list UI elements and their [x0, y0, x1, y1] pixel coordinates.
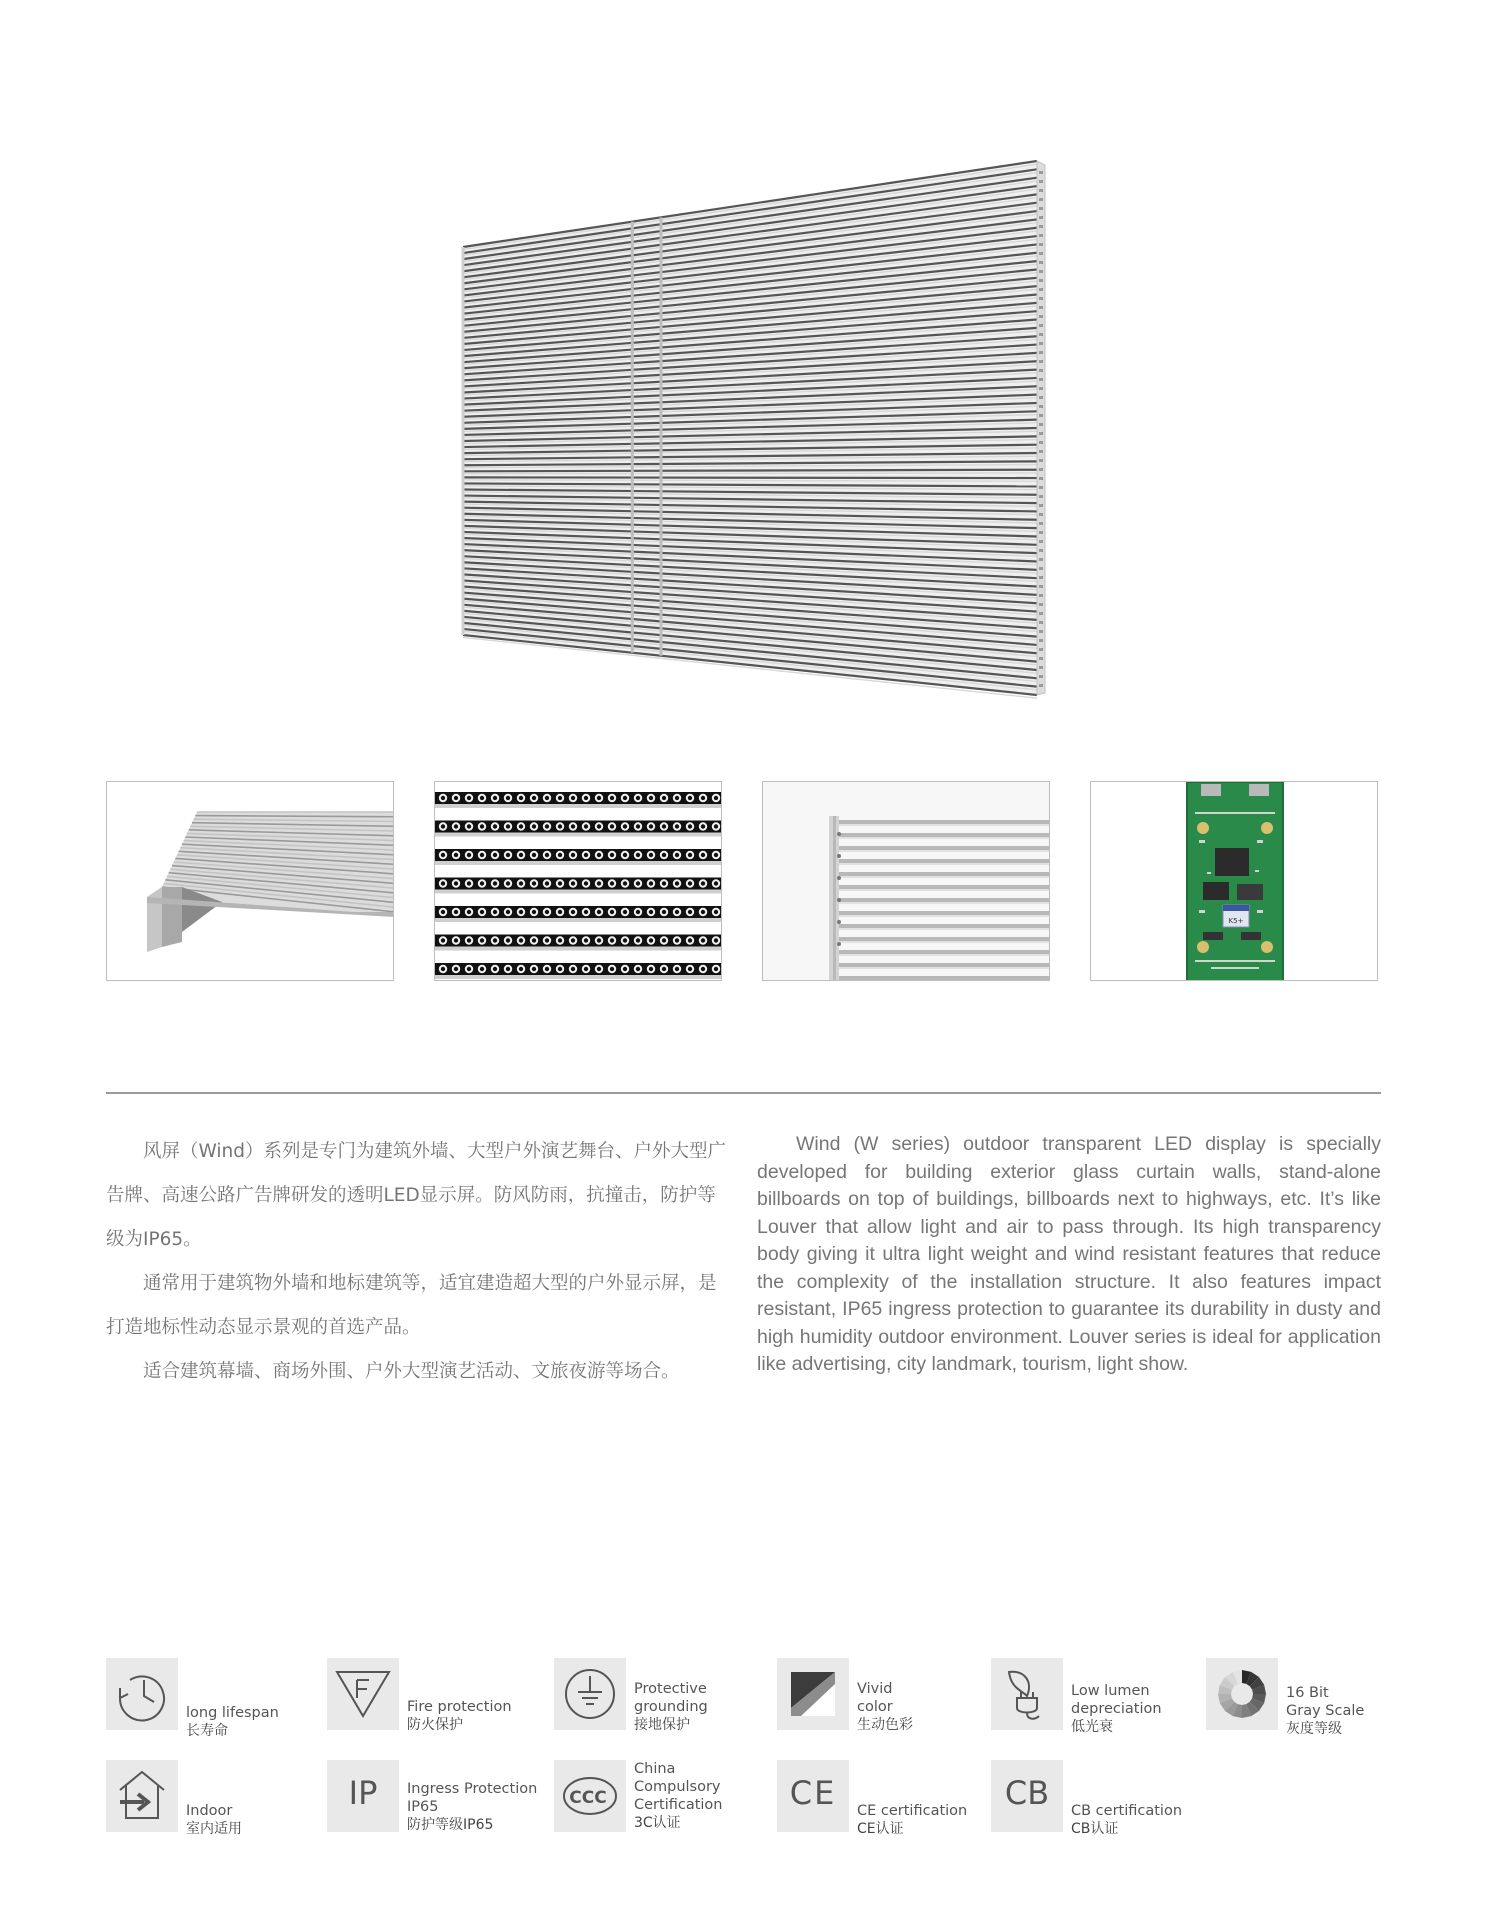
- feature-label-en: depreciation: [1071, 1701, 1162, 1717]
- feature-label-en: Compulsory: [634, 1779, 721, 1795]
- feature-label-cn: 接地保护: [634, 1717, 690, 1733]
- thumb-control-card: [1090, 781, 1378, 981]
- section-divider: [106, 1092, 1381, 1094]
- feature-label-cn: 长寿命: [186, 1723, 228, 1739]
- cb-icon: [991, 1760, 1063, 1832]
- feature-label-en: CB certification: [1071, 1803, 1183, 1819]
- fire-icon: [327, 1658, 399, 1730]
- hero-led-display-image: [455, 155, 1055, 715]
- thumb-frame-view: [762, 781, 1050, 981]
- feature-label-en: long lifespan: [186, 1705, 279, 1721]
- feature-label-cn: 防护等级IP65: [407, 1817, 494, 1833]
- plug-icon: [991, 1658, 1063, 1730]
- indoor-icon: [106, 1760, 178, 1832]
- feature-label-en: 16 Bit: [1286, 1685, 1329, 1701]
- feature-label-en: China: [634, 1761, 676, 1777]
- feature-label-en: Vivid: [857, 1681, 893, 1697]
- ip-icon: [327, 1760, 399, 1832]
- feature-label-cn: 生动色彩: [857, 1717, 913, 1733]
- feature-label-en: CE certification: [857, 1803, 968, 1819]
- feature-label-en: color: [857, 1699, 893, 1715]
- ce-icon-text: CE: [789, 1774, 837, 1812]
- feature-label-en: Gray Scale: [1286, 1703, 1365, 1719]
- color-icon: [777, 1658, 849, 1730]
- feature-label-cn: 低光衰: [1071, 1719, 1113, 1735]
- cb-icon-text: CB: [1004, 1774, 1050, 1812]
- ce-icon: [777, 1760, 849, 1832]
- cn-paragraph: 适合建筑幕墙、商场外围、户外大型演艺活动、文旅夜游等场合。: [143, 1361, 680, 1382]
- feature-label-en: Low lumen: [1071, 1683, 1150, 1699]
- clock-icon: [106, 1658, 178, 1730]
- ccc-icon: [554, 1760, 626, 1832]
- feature-label-en: grounding: [634, 1699, 708, 1715]
- description-chinese: [106, 1130, 731, 1394]
- module-label: K5+: [1228, 917, 1244, 925]
- feature-label-en: Ingress Protection: [407, 1781, 538, 1797]
- feature-label-en: Protective: [634, 1681, 707, 1697]
- feature-label-cn: CB认证: [1071, 1821, 1119, 1837]
- feature-label-cn: 室内适用: [186, 1821, 242, 1837]
- en-paragraph: Wind (W series) outdoor transparent LED display is specially developed for building exterior glass curtain walls, stand-alone billboards on top of buildings, billboards next to highways, etc. It’s like Louver that allow light and air to pass through. Its high transparency body giving it ultra light weight and wind resistant features that reduce the complexity of the installation structure. It also features impact resistant, IP65 ingress protection to guarantee its durability in dusty and high humidity outdoor environment. Louver series is ideal for application like advertising, city landmark, tourism, light show.: [757, 1133, 1381, 1375]
- ccc-icon-text: CCC: [569, 1788, 607, 1808]
- feature-label-cn: 防火保护: [407, 1717, 463, 1733]
- cn-paragraph: 风屏（Wind）系列是专门为建筑外墙、大型户外演艺舞台、户外大型广告牌、高速公路广告牌研发的透明LED显示屏。防风防雨，抗撞击，防护等级为IP65。: [106, 1141, 726, 1250]
- thumb-led-strips: [434, 781, 722, 981]
- cn-paragraph: 通常用于建筑物外墙和地标建筑等，适宜建造超大型的户外显示屏，是打造地标性动态显示景观的首选产品。: [106, 1273, 717, 1338]
- grayscale-icon: [1206, 1658, 1278, 1730]
- description-english: [757, 1131, 1381, 1379]
- feature-label-en: Fire protection: [407, 1699, 512, 1715]
- feature-label-en: IP65: [407, 1799, 439, 1815]
- feature-label-en: Certification: [634, 1797, 723, 1813]
- feature-label-cn: CE认证: [857, 1821, 904, 1837]
- ground-icon: [554, 1658, 626, 1730]
- feature-label-en: Indoor: [186, 1803, 233, 1819]
- feature-label-cn: 灰度等级: [1286, 1721, 1342, 1737]
- feature-label-cn: 3C认证: [634, 1815, 681, 1831]
- ip-icon-text: IP: [348, 1774, 378, 1812]
- thumb-side-view: [106, 781, 394, 981]
